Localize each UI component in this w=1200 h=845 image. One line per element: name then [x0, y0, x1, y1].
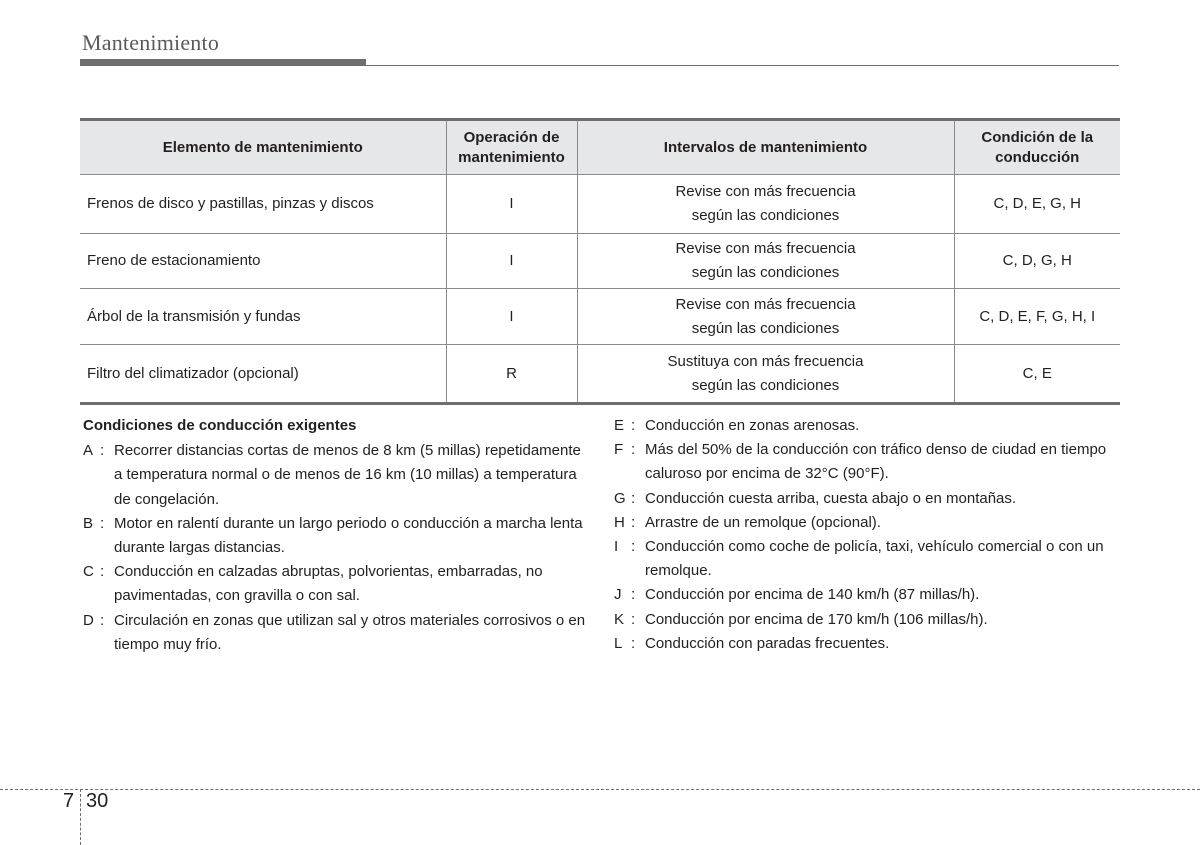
cell-interval	[577, 234, 954, 289]
condition-separator: :	[631, 489, 636, 507]
condition-item-k	[614, 608, 1124, 632]
condition-letter: A	[83, 442, 94, 460]
condition-text: Conducción como coche de policía, taxi, vehículo comercial o con un remolque.	[645, 538, 1104, 580]
cell-condition: C, E	[954, 345, 1120, 404]
footer-rule	[0, 789, 1200, 790]
header-interval: Intervalos de mantenimiento	[577, 120, 954, 175]
cell-condition: C, D, G, H	[954, 234, 1120, 289]
cell-item: Freno de estacionamiento	[80, 234, 446, 289]
interval-line1: Sustituya con más frecuencia	[667, 352, 864, 370]
cell-interval	[577, 289, 954, 345]
table-row	[80, 234, 1120, 289]
condition-separator: :	[100, 442, 105, 460]
header-condition	[954, 120, 1120, 175]
page-number: 30	[86, 790, 109, 812]
condition-text: Conducción por encima de 140 km/h (87 millas/h).	[645, 586, 980, 604]
condition-letter: E	[614, 417, 625, 434]
condition-separator: :	[631, 586, 636, 604]
condition-text: Motor en ralentí durante un largo periodo o conducción a marcha lenta durante largas distancias.	[114, 514, 583, 557]
table-header-row	[80, 120, 1120, 175]
condition-letter: G	[614, 489, 626, 507]
cell-operation: I	[446, 289, 577, 345]
condition-item-d	[83, 609, 588, 657]
footer-divider	[80, 789, 81, 845]
table-row	[80, 289, 1120, 345]
interval-line1: Revise con más frecuencia	[675, 240, 856, 257]
condition-letter: C	[83, 563, 94, 581]
cell-item: Frenos de disco y pastillas, pinzas y discos	[80, 175, 446, 234]
cell-interval	[577, 175, 954, 234]
conditions-heading: Condiciones de conducción exigentes	[83, 417, 357, 434]
condition-separator: :	[631, 610, 636, 628]
condition-text: Circulación en zonas que utilizan sal y otros materiales corrosivos o en tiempo muy frío.	[114, 611, 586, 653]
interval-line2: según las condiciones	[691, 319, 840, 337]
conditions-right-column	[614, 414, 1124, 656]
condition-separator: :	[631, 441, 636, 459]
condition-text: Conducción en calzadas abruptas, polvorientas, embarradas, no pavimentadas, con gravilla o con sal.	[114, 563, 543, 605]
condition-item-h	[614, 511, 1124, 535]
condition-text: Arrastre de un remolque (opcional).	[645, 513, 881, 531]
condition-text: Conducción por encima de 170 km/h (106 millas/h).	[645, 610, 988, 628]
header-operation-line1: Operación de	[463, 128, 560, 146]
cell-item: Filtro del climatizador (opcional)	[80, 345, 446, 404]
maintenance-table	[80, 118, 1120, 405]
condition-text: Recorrer distancias cortas de menos de 8 km (5 millas) repetidamente a temperatura normal o de menos de 16 km (10 millas) a temperatura de congelación.	[114, 442, 581, 508]
page-title: Mantenimiento	[82, 30, 220, 55]
condition-separator: :	[100, 563, 105, 581]
cell-item: Árbol de la transmisión y fundas	[80, 289, 446, 345]
condition-letter: F	[614, 441, 624, 459]
condition-separator: :	[100, 514, 105, 532]
condition-letter: D	[83, 611, 94, 629]
condition-letter: J	[614, 586, 622, 604]
header-operation-line2: mantenimiento	[458, 148, 565, 166]
condition-separator: :	[631, 634, 636, 652]
condition-text: Conducción con paradas frecuentes.	[645, 634, 890, 652]
interval-line1: Revise con más frecuencia	[675, 295, 856, 313]
chapter-number: 7	[63, 790, 75, 812]
interval-line2: según las condiciones	[691, 207, 840, 224]
condition-text: Conducción en zonas arenosas.	[645, 417, 860, 434]
header-rule-thin	[366, 65, 1119, 66]
conditions-left-column	[83, 414, 588, 657]
condition-separator: :	[100, 611, 105, 629]
condition-item-b	[83, 512, 588, 560]
cell-condition: C, D, E, G, H	[954, 175, 1120, 234]
header-rule-thick	[80, 59, 366, 66]
interval-line2: según las condiciones	[691, 264, 840, 281]
header-operation	[446, 120, 577, 175]
condition-letter: H	[614, 513, 625, 531]
condition-item-a	[83, 439, 588, 512]
header-condition-line2: conducción	[995, 148, 1080, 166]
condition-letter: B	[83, 514, 94, 532]
condition-item-f	[614, 438, 1124, 486]
cell-interval	[577, 345, 954, 404]
condition-text: Conducción cuesta arriba, cuesta abajo o en montañas.	[645, 489, 1017, 507]
interval-line1: Revise con más frecuencia	[675, 183, 856, 200]
condition-item-c	[83, 560, 588, 608]
condition-separator: :	[631, 513, 636, 531]
condition-letter: I	[614, 538, 619, 556]
cell-operation: I	[446, 175, 577, 234]
cell-condition: C, D, E, F, G, H, I	[954, 289, 1120, 345]
interval-line2: según las condiciones	[691, 376, 840, 394]
condition-item-e	[614, 414, 1124, 438]
cell-operation: R	[446, 345, 577, 404]
header-item: Elemento de mantenimiento	[80, 120, 446, 175]
header-condition-line1: Condición de la	[981, 128, 1094, 146]
cell-operation: I	[446, 234, 577, 289]
table-row	[80, 175, 1120, 234]
condition-item-i	[614, 535, 1124, 583]
condition-item-j	[614, 583, 1124, 607]
table-row	[80, 345, 1120, 404]
condition-item-g	[614, 487, 1124, 511]
condition-letter: K	[614, 610, 625, 628]
condition-separator: :	[631, 538, 636, 556]
condition-letter: L	[614, 634, 623, 652]
condition-text: Más del 50% de la conducción con tráfico denso de ciudad en tiempo caluroso por encima de 32°C (90°F).	[645, 441, 1107, 483]
condition-item-l	[614, 632, 1124, 656]
condition-separator: :	[631, 417, 636, 434]
